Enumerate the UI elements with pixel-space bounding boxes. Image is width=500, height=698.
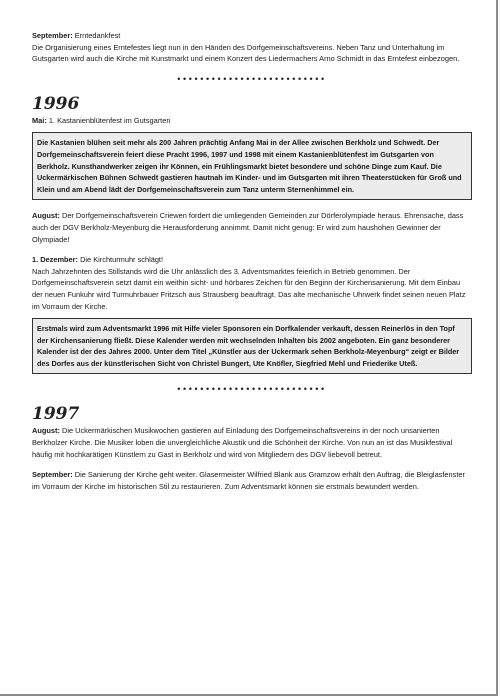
year-heading-1997: 1997 <box>32 404 80 425</box>
entry-body: Die Organisierung eines Erntefestes liegt nun in den Händen des Dorfgemeinschaftsvereins. Neben Tanz und Unterhaltung im Gutsgarten wird auch die Kirche mit Kunstmarkt und einem Konzert des Liedermachers Arno Schmidt in das Erntefest einbezogen. <box>32 42 460 64</box>
entry-body: Nach Jahrzehnten des Stillstands wird die Uhr anlässlich des 3. Adventsmarktes feierlich in Betrieb genommen. Der Dorfgemeinschaftsverein setzt damit ein weithin sicht- und hörbares Zeichen für den Beginn der Kirchensanierung. Mit dem Einbau der neuen Funkuhr wird Turmuhrbauer Fritzsch aus Strausberg beauftragt. Das alte mechanische Uhrwerk findet seinen neuen Platz im Vorraum der Kirche. <box>32 266 466 311</box>
entry-body: Die Sanierung der Kirche geht weiter. Glasermeister Wilfried Blank aus Gramzow erhält den Auftrag, die Bleiglasfenster im Vorraum der Kirche im historischen Stil zu restaurieren. Zum Adventsmarkt können sie erstmals bewundert werden. <box>32 470 465 491</box>
entry-body: Die Uckermärkischen Musikwochen gastieren auf Einladung des Dorfgemeinschaftsvereins in der noch unsanierten Berkholzer Kirche. Die Musiker loben die unvergleichliche Akustik und die Schönheit der Kirche. Von nun an ist das Musikfestival häufig mit hochkarätigen Künstlern zu Gast in Berkholz und wird von Mitgliedern des DGV liebevoll betreut. <box>32 426 453 459</box>
entry-date: August: <box>32 211 60 221</box>
entry-dezember-kirchturmuhr <box>32 254 472 312</box>
highlight-box-dorfkalender: Erstmals wird zum Adventsmarkt 1996 mit Hilfe vieler Sponsoren ein Dorfkalender verkauft, dessen Reinerlös in den Topf der Kirchensanierung fließt. Diese Kalender werden mit wechselnden Inhalten bis 2002 angeboten. Ein ganz besonderer Kalender ist der des Jahres 2000. Unter dem Titel „Künstler aus der Uckermark sehen Berkholz-Meyenburg“ zeigt er Bilder des Dorfes aus der künstlerischen Sicht von Christel Bungert, Ute Knöfler, Siegfried Mehl und Friederike Uteß. <box>32 318 472 374</box>
entry-date: 1. Dezember: <box>32 255 79 265</box>
section-divider: •••••••••••••••••••••••••• <box>177 73 327 84</box>
entry-date: September: <box>32 31 73 40</box>
entry-date: August: <box>32 426 60 436</box>
entry-mai-kastanienbluetenfest <box>32 115 472 127</box>
entry-september-erntedankfest <box>32 30 472 65</box>
entry-title: Die Kirchturmuhr schlägt! <box>78 255 164 265</box>
entry-body: Der Dorfgemeinschaftsverein Criewen fordert die umliegenden Gemeinden zur Dörferolympiade heraus. Ehrensache, dass auch der DGV Berkholz-Meyenburg die Herausforderung annimmt. Damit nicht genug: Er wird zum haushohen Gewinner der Olympiade! <box>32 211 464 244</box>
page-content <box>32 30 472 501</box>
entry-august-doerferolympiade <box>32 210 472 245</box>
entry-august-musikwochen <box>32 425 472 460</box>
entry-title: 1. Kastanienblütenfest im Gutsgarten <box>46 115 171 125</box>
entry-september-bleiglasfenster <box>32 469 472 492</box>
entry-date: September: <box>32 470 73 480</box>
entry-title: Erntedankfest <box>72 31 121 40</box>
section-divider: •••••••••••••••••••••••••• <box>177 384 327 395</box>
year-heading-1996: 1996 <box>32 93 80 114</box>
highlight-box-kastanienbluetenfest: Die Kastanien blühen seit mehr als 200 Jahren prächtig Anfang Mai in der Allee zwischen Berkholz und Schwedt. Der Dorfgemeinschaftsverein feiert diese Pracht 1996, 1997 und 1998 mit einem Kastanienblütenfest im Gutsgarten von Berkholz. Kunsthandwerker zeigen ihr Können, ein Frühlingsmarkt bietet besondere und schöne Dinge zum Kauf. Die Uckermärkischen Bühnen Schwedt gastieren hautnah im Kinder- und im Gutsgarten mit ihren Theaterstücken für Groß und Klein und am Abend lädt der Dorfgemeinschaftsverein zum Tanz unterm Sternenhimmel ein. <box>32 132 472 200</box>
entry-date: Mai: <box>32 115 47 125</box>
